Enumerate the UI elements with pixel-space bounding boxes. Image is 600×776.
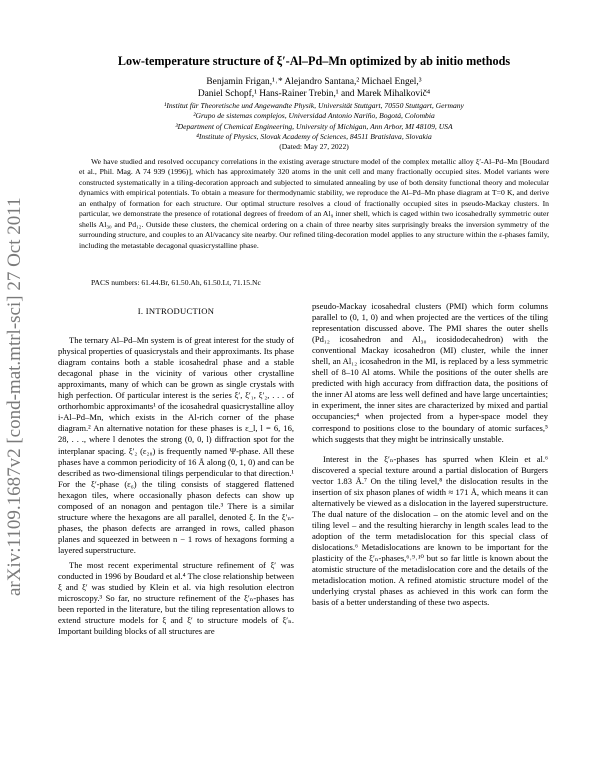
- affiliation-2: ²Grupo de sistemas complejos, Universidad Antonio Nariño, Bogotá, Colombia: [193, 111, 435, 121]
- paragraph: The most recent experimental structure refinement of ξ′ was conducted in 1996 by Boudard et al.⁴ The close relationship between ξ and ξ′ was studied by Klein et al. via high resolution electron microscopy.³ So far, no structure refinement of the ξ′ₙ-phases has been reported in the literature, but the tiling representation allows to extend structure models for ξ and ξ′ to structure models of ξ′ₙ. Important building blocks of all structures are: [58, 559, 294, 637]
- left-column: [58, 300, 294, 637]
- author-line-1: Benjamin Frigan,¹˒* Alejandro Santana,² Michael Engel,³: [206, 77, 422, 87]
- paragraph: The ternary Al–Pd–Mn system is of great interest for the study of physical properties of quasicrystals and their approximants. Its phase diagram contains both a stable icosahedral phase and a stable decagonal phase in the vicinity of various other crystalline approximants, many of which can be grown as single crystals with high perfection. Of particular interest is the series ξ′, ξ′₁, ξ′₂, . . . of orthorhombic approximants¹ of the icosahedral quasicrystalline alloy i-Al–Pd–Mn, which exists in the Al-rich corner of the phase diagram.² An alternative notation for these phases is ε_l, l = 6, 16, 28, . . ., where l denotes the strong (0, 0, l) diffraction spot for the interplanar spacing. ξ′₂ (ε₂₈) is frequently named Ψ-phase. All these phases have a common periodicity of 16 Å along (0, 1, 0) and can be described as two-dimensional tilings perpendicular to that direction.¹ For the ξ′-phase (ε₆) the tiling consists of staggered flattened hexagon tiles, where occasionally phason defects can show up composed of an nonagon and pentagon tile.³ There is a similar structure where the hexagons are all parallel, denoted ξ. In the ξ′ₙ-phases, the phason defects are arranged in rows, called phason planes and squeezed in between n − 1 rows of hexagons forming a layered superstructure.: [58, 335, 294, 555]
- date-line: (Dated: May 27, 2022): [279, 142, 349, 152]
- paragraph: Interest in the ξ′ₙ-phases has spurred when Klein et al.⁶ discovered a special texture around a partial dislocation of Burgers vector 1.83 Å.⁷ On the tiling level,⁸ the dislocation results in the insertion of six phason planes of width ≈ 171 Å, which means it can alternatively be viewed as a dislocation in the layered superstructure. The dual nature of the dislocation – on the atomic level and on the tiling level – and the resulting hierarchy in length scales lead to the adoption of the term metadislocation for this special class of dislocations.⁶ Metadislocations are known to be important for the plasticity of the ξ′ₙ-phases,⁶˒⁹˒¹⁰ but so far little is known about the atomistic structure of the metadislocation core and the details of the metadislocation motion. A refined atomistic structure model of the underlying crystal phases as achieved in this work can form the basis of a better understanding of these two aspects.: [312, 453, 548, 608]
- abstract: We have studied and resolved occupancy correlations in the existing average structure model of the complex metallic alloy ξ′-Al–Pd–Mn [Boudard et al., Phil. Mag. A 74 939 (1996)], which has approximately 320 atoms in the unit cell and many fractionally occupied sites. Model variants were constructed systematically in a tiling-decoration approach and subjected to simulated annealing by use of both density functional theory and molecular dynamics with empirical potentials. To obtain a measure for thermodynamic stability, we reproduce the Al–Pd–Mn phase diagram at T=0 K, and derive an enthalpy of formation for each structure. Our optimal structure resolves a cloud of fractionally occupied sites in pseudo-Mackay clusters. In particular, we demonstrate the presence of rotational degrees of freedom of an Al₉ inner shell, which is caged within two icosahedrally symmetric outer shells Al₃₀ and Pd₁₂. Outside these clusters, the chemical ordering on a chain of three nearby sites surprisingly breaks the inversion symmetry of the surrounding structure, and couples to an Al/vacancy site nearby. Our refined tiling-decoration model applies to any structure within the ε-phases family, including the metastable decagonal quasicrystalline phase.: [79, 157, 549, 250]
- affiliation-3: ³Department of Chemical Engineering, University of Michigan, Ann Arbor, MI 48109, USA: [175, 121, 453, 131]
- affiliation-4: ⁴Institute of Physics, Slovak Academy of Sciences, 84511 Bratislava, Slovakia: [196, 131, 432, 141]
- paper-title: Low-temperature structure of ξ′-Al–Pd–Mn optimized by ab initio methods: [117, 54, 511, 68]
- author-list: [80, 76, 548, 100]
- affiliation-list: [60, 101, 568, 152]
- pacs-numbers: PACS numbers: 61.44.Br, 61.50.Ah, 61.50.Lt, 71.15.Nc: [91, 278, 261, 287]
- affiliation-1: ¹Institut für Theoretische und Angewandte Physik, Universität Stuttgart, 70550 Stuttgart, Germany: [164, 101, 464, 110]
- right-column: [312, 301, 548, 608]
- paragraph: pseudo-Mackay icosahedral clusters (PMI) which form columns parallel to (0, 1, 0) and when projected are the vertices of the tiling representation discussed above. The PMI shares the outer shells (Pd₁₂ icosahedron and Al₃₀ icosidodecahedron) with the conventional Mackay icosahedron (MI) cluster, while the inner shell, an Al₁₂ icosahedron in the MI, is replaced by a less symmetric shell of 8–10 Al atoms. While the positions of the outer shells are predicted with high accuracy from diffraction data, the positions of the inner Al atoms are less well defined and have large uncertainties; in experiment, the inner sites are characterized by mixed and partial occupancies;⁴ when projected from a hyper-space model they correspond to positions close to the boundary of atomic surfaces,⁵ which suggests that they might be intrinsically unstable.: [312, 301, 548, 444]
- section-heading: I. INTRODUCTION: [137, 306, 215, 316]
- author-line-2: Daniel Schopf,¹ Hans-Rainer Trebin,¹ and Marek Mihalkovič⁴: [197, 89, 431, 99]
- arxiv-stamp-text: arXiv:1109.1687v2 [cond-mat.mtrl-sci] 27 Oct 2011: [4, 197, 25, 596]
- arxiv-stamp: [0, 6, 28, 776]
